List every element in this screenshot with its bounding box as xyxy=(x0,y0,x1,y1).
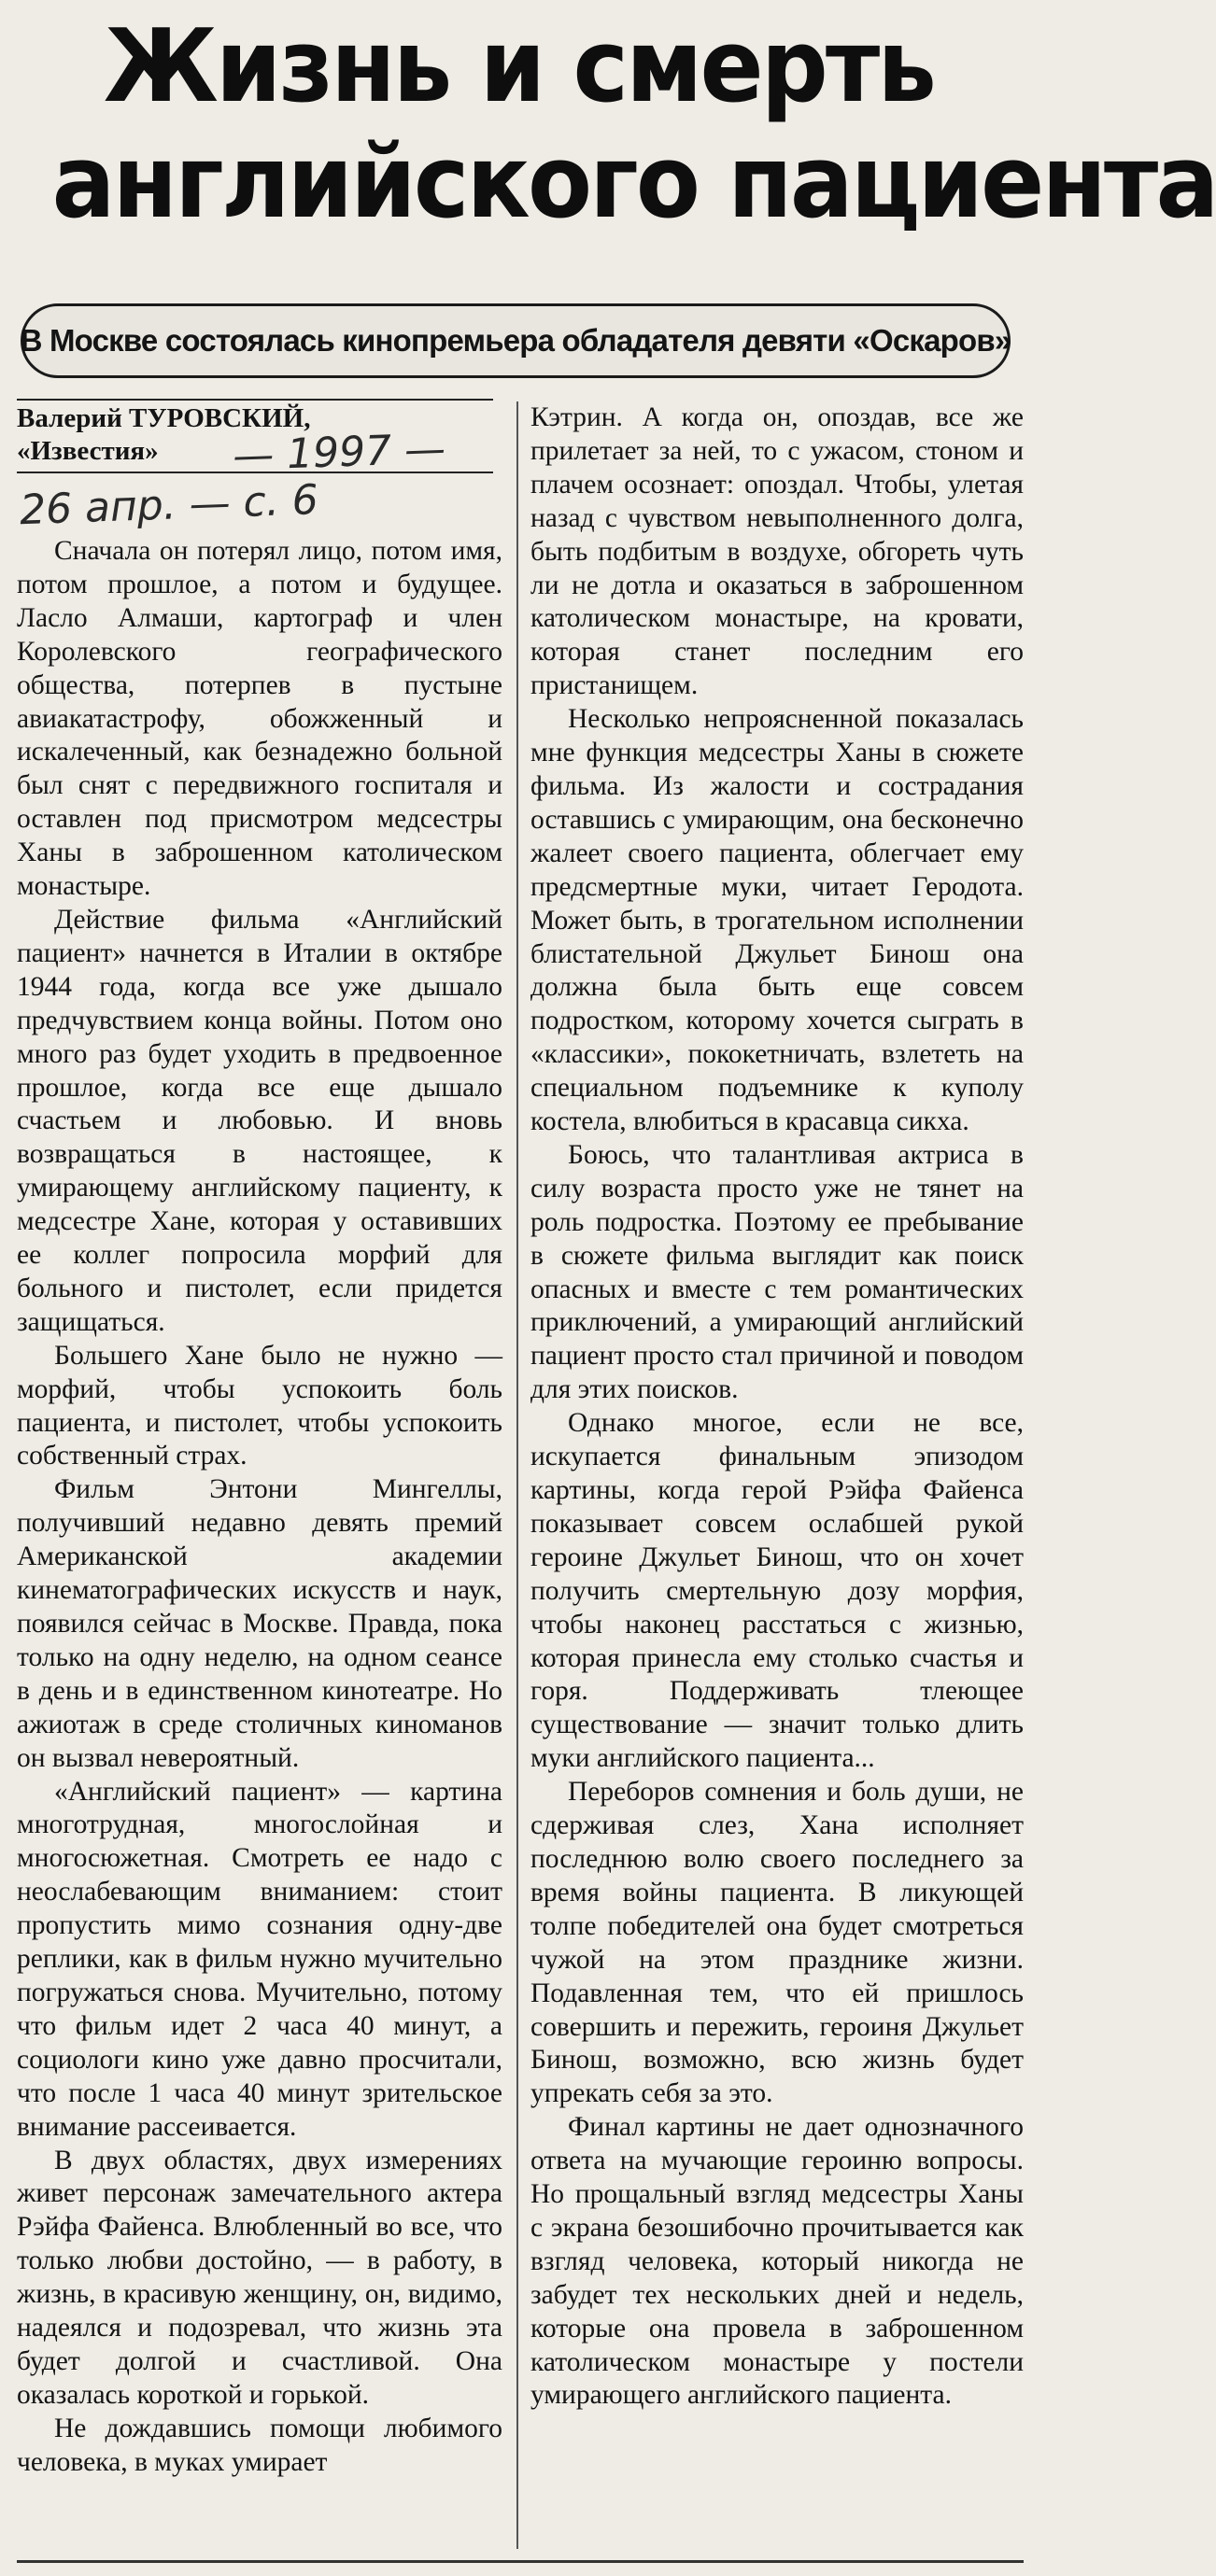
paragraph: «Английский пациент» — картина многотрудная, многослойная и многосюжетная. Смотреть ее надо с неослабевающим вниманием: стоит пропустить мимо сознания одну-две реплики, как в фильм нужно мучительно погружаться снова. Мучительно, потому что фильм идет 2 часа 40 минут, а социологи кино уже давно просчитали, что после 1 часа 40 минут зрительское внимание рассеивается. xyxy=(17,1776,502,2142)
headline xyxy=(51,8,1216,241)
paragraph: Кэтрин. А когда он, опоздав, все же прилетает за ней, то с ужасом, стоном и плачем осознает: опоздал. Чтобы, улетая назад с чувством невыполненного долга, быть подбитым в воздухе, обгореть чуть ли не дотла и оказаться в заброшенном католическом монастыре, на кровати, которая станет последним его пристанищем. xyxy=(530,402,1024,701)
paragraph: Боюсь, что талантливая актриса в силу возраста просто уже не тянет на роль подростка. Поэтому ее пребывание в сюжете фильма выглядит как поиск опасных и вместе с тем романтических приключений, а умирающий английский пациент просто стал причиной и поводом для этих поисков. xyxy=(530,1139,1024,1405)
paragraph: Несколько непроясненной показалась мне функция медсестры Ханы в сюжете фильма. Из жалости и сострадания оставшись с умирающим, она бесконечно жалеет своего пациента, облегчает ему предсмертные муки, читает Геродота. Может быть, в трогательном исполнении блистательной Джульет Бинош она должна была быть еще совсем подростком, которому хочется сыграть в «классики», пококетничать, взлететь на специальном подъемнике к куполу костела, влюбиться в красавца сикха. xyxy=(530,704,1024,1137)
paragraph: Фильм Энтони Мингеллы, получивший недавно девять премий Американской академии кинематографических искусств и наук, появился сейчас в Москве. Правда, пока только на одну неделю, на одном сеансе в день и в единственном кинотеатре. Но ажиотаж в среде столичных киноманов он вызвал невероятный. xyxy=(17,1474,502,1773)
article-column-right xyxy=(530,401,1024,2413)
handwritten-year: — 1997 — xyxy=(232,425,446,481)
bottom-rule xyxy=(17,2560,1024,2563)
paragraph: Действие фильма «Английский пациент» начнется в Италии в октябре 1944 года, когда все уже дышало предчувствием конца войны. Потом оно много раз будет уходить в предвоенное прошлое, когда все еще дышало счастьем и любовью. И вновь возвращаться в настоящее, к умирающему английскому пациенту, к медсестре Хане, которая у оставивших ее коллег попросила морфий для больного и пистолет, если придется защищаться. xyxy=(17,904,502,1337)
article-column-left xyxy=(17,399,502,2480)
byline-author: Валерий ТУРОВСКИЙ, xyxy=(17,403,311,433)
paragraph: Однако многое, если не все, искупается финальным эпизодом картины, когда герой Рэйфа Файенса показывает совсем ослабшей рукой героине Джульет Бинош, что он хочет получить смертельную дозу морфия, чтобы наконец расстаться с жизнью, которая принесла ему столько счастья и горя. Поддерживать тлеющее существование — значит только длить муки английского пациента... xyxy=(530,1408,1024,1774)
headline-line-2: английского пациента xyxy=(51,124,1216,241)
column-divider xyxy=(516,401,518,2549)
paragraph: Переборов сомнения и боль души, не сдерживая слез, Хана исполняет последнюю волю своего последнего за время войны пациента. В ликующей толпе победителей она будет смотреться чужой на этом празднике жизни. Подавленная тем, что ей пришлось совершить и пережить, героиня Джульет Бинош, возможно, всю жизнь будет упрекать себя за это. xyxy=(530,1777,1024,2109)
subheadline-deck: В Москве состоялась кинопремьера обладателя девяти «Оскаров» xyxy=(21,303,1011,378)
headline-line-1: Жизнь и смерть xyxy=(103,8,935,125)
handwritten-date: 26 апр. — с. 6 xyxy=(19,476,319,535)
paragraph: Большего Хане было не нужно — морфий, чтобы успокоить боль пациента, и пистолет, чтобы успокоить собственный страх. xyxy=(17,1340,502,1471)
byline-outlet: «Известия» xyxy=(17,436,159,466)
paragraph: Не дождавшись помощи любимого человека, в муках умирает xyxy=(17,2413,502,2477)
paragraph: Финал картины не дает однозначного ответа на мучающие героиню вопросы. Но прощальный взгляд медсестры Ханы с экрана безошибочно прочитывается как взгляд человека, который никогда не забудет тех нескольких дней и недель, которые она провела в заброшенном католическом монастыре у постели умирающего английского пациента. xyxy=(530,2112,1024,2411)
paragraph: Сначала он потерял лицо, потом имя, потом прошлое, а потом и будущее. Ласло Алмаши, картограф и член Королевского географического общества, потерпев в пустыне авиакатастрофу, обожженный и искалеченный, как безнадежно больной был снят с передвижного госпиталя и оставлен под присмотром медсестры Ханы в заброшенном католическом монастыре. xyxy=(17,536,502,902)
paragraph: В двух областях, двух измерениях живет персонаж замечательного актера Рэйфа Файенса. Влюбленный во все, что только любви достойно, — в работу, в жизнь, в красивую женщину, он, видимо, надеялся и подозревал, что жизнь эта будет долгой и счастливой. Она оказалась короткой и горькой. xyxy=(17,2145,502,2410)
